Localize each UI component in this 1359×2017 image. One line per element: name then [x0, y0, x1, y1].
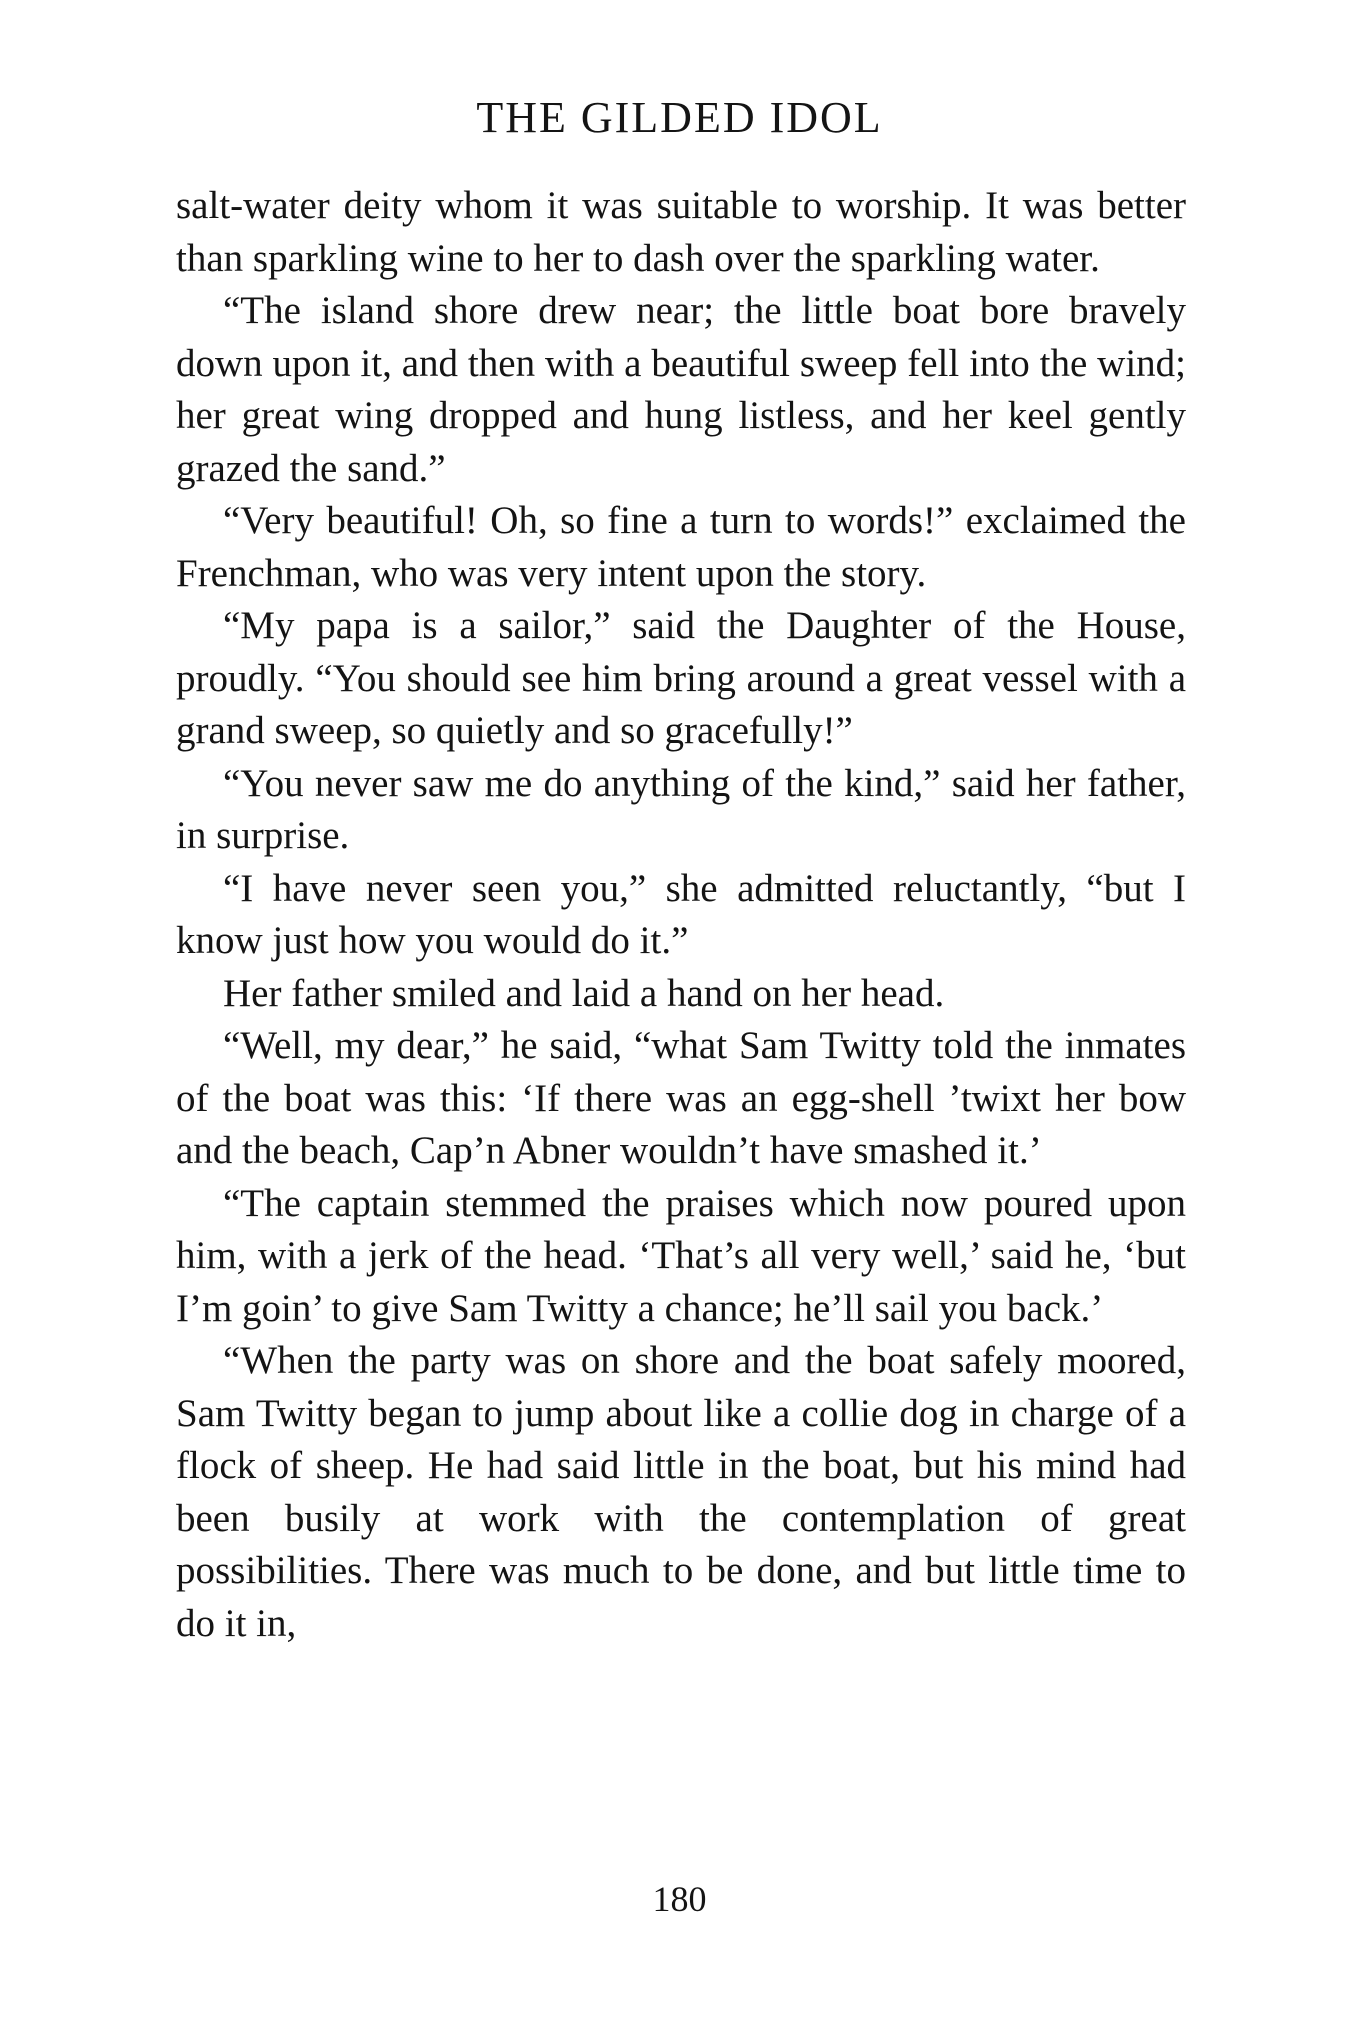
body-text [176, 180, 1186, 1650]
paragraph: “The island shore drew near; the little boat bore bravely down upon it, and then with a beautiful sweep fell into the wind; her great wing dropped and hung listless, and her keel gently grazed the sand.” [176, 289, 1186, 490]
paragraph: “My papa is a sailor,” said the Daughter of the House, proudly. “You should see him bring around a great vessel with a grand sweep, so quietly and so gracefully!” [176, 604, 1186, 752]
paragraph: salt-water deity whom it was suitable to worship. It was better than sparkling wine to her to dash over the sparkling water. [176, 184, 1186, 280]
paragraph: “Very beautiful! Oh, so fine a turn to words!” exclaimed the Frenchman, who was very intent upon the story. [176, 499, 1186, 595]
paragraph: “The captain stemmed the praises which now poured upon him, with a jerk of the head. ‘That’s all very well,’ said he, ‘but I’m goin’ to give Sam Twitty a chance; he’ll sail you back.’ [176, 1181, 1186, 1330]
paragraph: “When the party was on shore and the boat safely moored, Sam Twitty began to jump about like a collie dog in charge of a flock of sheep. He had said little in the boat, but his mind had been busily at work with the contemplation of great possibilities. There was much to be done, and but little time to do it in, [176, 1339, 1186, 1645]
paragraph: “You never saw me do anything of the kind,” said her father, in surprise. [176, 761, 1186, 857]
page-number: 180 [652, 1879, 707, 1919]
paragraph: “Well, my dear,” he said, “what Sam Twitty told the inmates of the boat was this: ‘If there was an egg-shell ’twixt her bow and the beach, Cap’n Abner wouldn’t have smashed it.’ [176, 1024, 1186, 1172]
paragraph: “I have never seen you,” she admitted reluctantly, “but I know just how you would do it.” [176, 866, 1186, 962]
running-title: THE GILDED IDOL [476, 93, 883, 142]
paragraph: Her father smiled and laid a hand on her head. [223, 971, 945, 1015]
